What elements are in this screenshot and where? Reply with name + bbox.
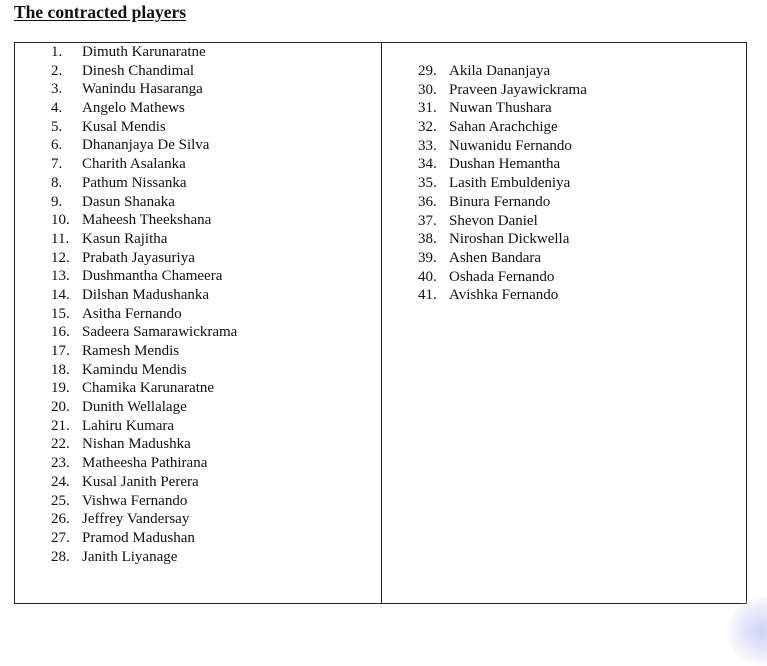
- player-name: Matheesha Pathirana: [82, 455, 208, 472]
- player-number: 39.: [418, 249, 437, 266]
- player-row: [15, 62, 237, 81]
- players-column-left: [15, 43, 382, 603]
- player-name: Praveen Jayawickrama: [449, 81, 587, 98]
- player-name: Maheesh Theekshana: [82, 212, 212, 229]
- player-row: [382, 268, 587, 287]
- player-number: 12.: [51, 249, 70, 266]
- player-number: 28.: [51, 548, 70, 565]
- player-number: 29.: [418, 63, 437, 79]
- player-number: 37.: [418, 212, 437, 229]
- player-row: [15, 174, 237, 193]
- player-number: 17.: [51, 343, 70, 359]
- player-name: Niroshan Dickwella: [449, 231, 570, 248]
- player-name: Ashen Bandara: [449, 249, 542, 266]
- player-number: 11.: [51, 230, 70, 247]
- player-name: Ramesh Mendis: [82, 343, 180, 359]
- player-row: [15, 286, 237, 305]
- player-row: [15, 211, 237, 230]
- player-number: 18.: [51, 361, 70, 378]
- player-row: [15, 43, 237, 62]
- player-row: [15, 193, 237, 212]
- player-name: Jeffrey Vandersay: [82, 511, 190, 528]
- player-name: Avishka Fernando: [449, 287, 559, 304]
- player-name: Dilshan Madushanka: [82, 286, 210, 303]
- player-number: 20.: [51, 399, 70, 416]
- player-name: Kusal Mendis: [82, 118, 166, 135]
- players-list-right: [382, 62, 587, 305]
- player-number: 16.: [51, 324, 70, 341]
- player-name: Nuwan Thushara: [449, 100, 552, 117]
- player-row: [15, 492, 237, 511]
- player-row: [15, 118, 237, 137]
- player-number: 15.: [51, 305, 70, 322]
- player-row: [15, 454, 237, 473]
- player-row: [382, 81, 587, 100]
- player-name: Lasith Embuldeniya: [449, 175, 571, 192]
- player-name: Oshada Fernando: [449, 268, 555, 285]
- player-row: [15, 136, 237, 155]
- player-name: Dhananjaya De Silva: [82, 137, 210, 154]
- player-name: Dinesh Chandimal: [82, 62, 195, 79]
- player-row: [15, 379, 237, 398]
- player-row: [15, 230, 237, 249]
- player-row: [15, 529, 237, 548]
- player-name: Kusal Janith Perera: [82, 473, 199, 490]
- player-number: 7.: [51, 156, 63, 173]
- player-name: Asitha Fernando: [82, 305, 182, 322]
- players-table: [14, 42, 747, 604]
- player-number: 22.: [51, 436, 70, 453]
- player-name: Kamindu Mendis: [82, 361, 187, 378]
- player-number: 24.: [51, 473, 70, 490]
- player-number: 19.: [51, 380, 70, 397]
- player-name: Dunith Wellalage: [82, 399, 187, 416]
- player-row: [382, 118, 587, 137]
- player-name: Prabath Jayasuriya: [82, 249, 195, 266]
- player-number: 10.: [51, 212, 70, 229]
- player-name: Binura Fernando: [449, 193, 551, 210]
- player-name: Nuwanidu Fernando: [449, 137, 572, 154]
- player-number: 27.: [51, 529, 70, 546]
- player-number: 41.: [418, 287, 437, 304]
- player-number: 23.: [51, 455, 70, 472]
- player-number: 35.: [418, 175, 437, 192]
- player-number: 13.: [51, 268, 70, 285]
- player-name: Pathum Nissanka: [82, 174, 187, 191]
- player-name: Charith Asalanka: [82, 156, 186, 173]
- player-number: 26.: [51, 511, 70, 528]
- player-row: [382, 249, 587, 268]
- player-row: [382, 193, 587, 212]
- player-name: Sadeera Samarawickrama: [82, 324, 238, 341]
- player-name: Pramod Madushan: [82, 529, 195, 546]
- player-row: [15, 548, 237, 567]
- player-number: 14.: [51, 286, 70, 303]
- player-name: Nishan Madushka: [82, 436, 191, 453]
- player-number: 2.: [51, 62, 63, 79]
- players-column-right: [382, 43, 746, 603]
- player-name: Dasun Shanaka: [82, 193, 175, 210]
- player-number: 40.: [418, 268, 437, 285]
- player-name: Lahiru Kumara: [82, 417, 175, 434]
- player-row: [15, 473, 237, 492]
- player-number: 9.: [51, 193, 63, 210]
- players-list-left: [15, 43, 237, 566]
- player-name: Kasun Rajitha: [82, 230, 168, 247]
- player-name: Akila Dananjaya: [449, 63, 551, 79]
- corner-shade-decoration: [727, 596, 767, 666]
- player-name: Dushmantha Chameera: [82, 268, 223, 285]
- player-number: 31.: [418, 100, 437, 117]
- player-number: 4.: [51, 100, 63, 117]
- player-row: [15, 305, 237, 324]
- player-row: [382, 174, 587, 193]
- player-number: 33.: [418, 137, 437, 154]
- player-row: [382, 212, 587, 231]
- player-row: [15, 323, 237, 342]
- player-row: [382, 99, 587, 118]
- player-number: 5.: [51, 118, 63, 135]
- player-number: 32.: [418, 119, 437, 136]
- player-number: 8.: [51, 174, 63, 191]
- player-row: [382, 155, 587, 174]
- player-row: [15, 155, 237, 174]
- player-name: Sahan Arachchige: [449, 119, 558, 136]
- player-name: Chamika Karunaratne: [82, 380, 215, 397]
- player-row: [15, 398, 237, 417]
- player-name: Dushan Hemantha: [449, 156, 561, 173]
- player-name: Janith Liyanage: [82, 548, 178, 565]
- player-number: 6.: [51, 137, 63, 154]
- player-row: [15, 249, 237, 268]
- player-number: 30.: [418, 81, 437, 98]
- player-row: [382, 230, 587, 249]
- player-name: Vishwa Fernando: [82, 492, 188, 509]
- player-row: [15, 80, 237, 99]
- player-name: Dimuth Karunaratne: [82, 44, 206, 60]
- player-number: 34.: [418, 156, 437, 173]
- player-row: [15, 417, 237, 436]
- player-name: Angelo Mathews: [82, 100, 185, 117]
- player-row: [382, 137, 587, 156]
- player-number: 36.: [418, 193, 437, 210]
- player-number: 25.: [51, 492, 70, 509]
- player-row: [15, 510, 237, 529]
- player-number: 21.: [51, 417, 70, 434]
- player-name: Wanindu Hasaranga: [82, 81, 203, 98]
- player-row: [382, 286, 587, 305]
- player-row: [15, 342, 237, 361]
- player-name: Shevon Daniel: [449, 212, 538, 229]
- player-number: 3.: [51, 81, 63, 98]
- player-row: [15, 435, 237, 454]
- player-number: 38.: [418, 231, 437, 248]
- player-row: [15, 267, 237, 286]
- player-row: [382, 62, 587, 81]
- player-row: [15, 99, 237, 118]
- player-number: 1.: [51, 44, 63, 60]
- player-row: [15, 361, 237, 380]
- page-heading: The contracted players: [14, 2, 187, 22]
